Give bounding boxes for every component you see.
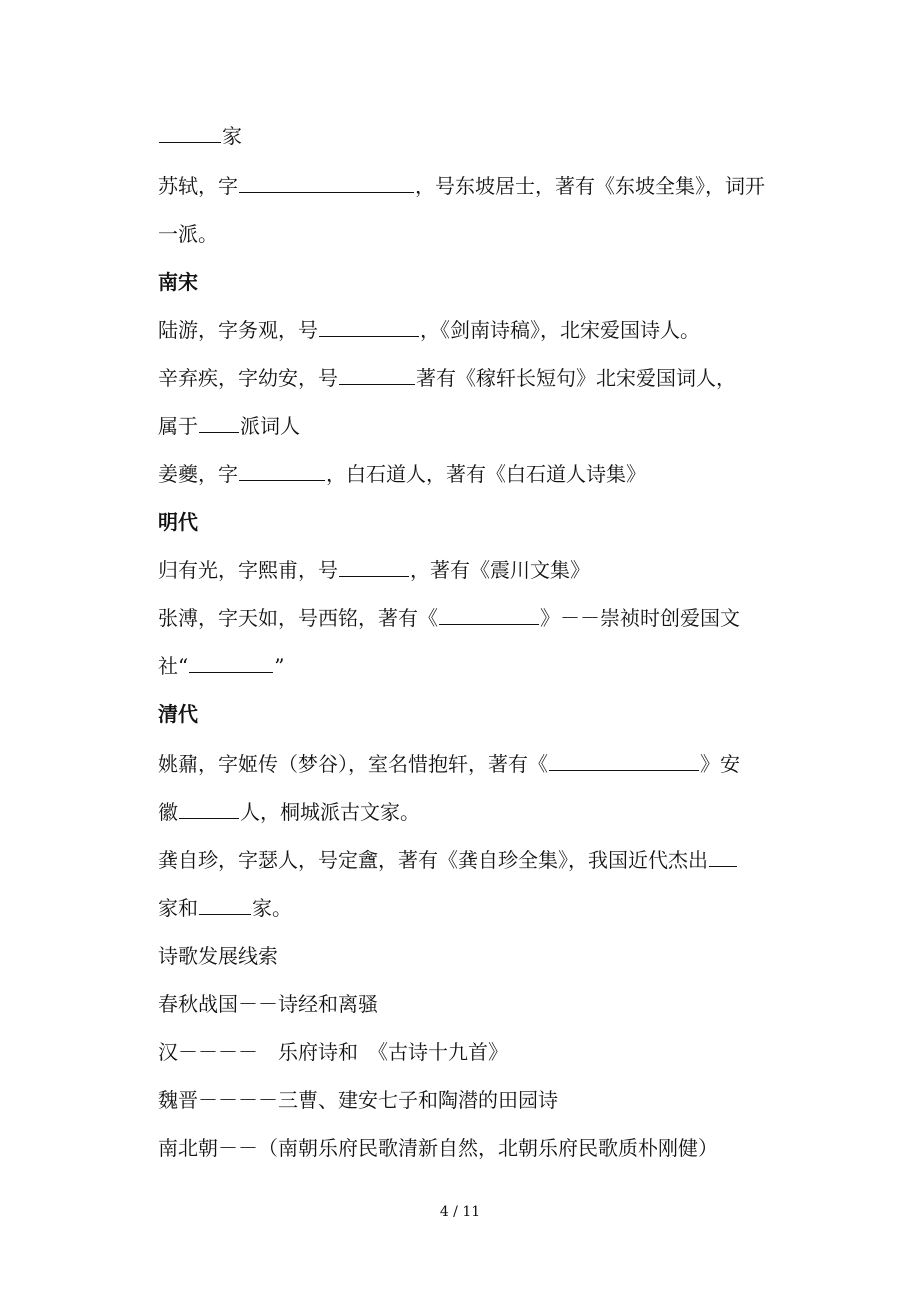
text-line-yao-nai: 姚鼐，字姬传（梦谷），室名惜抱轩，著有《 》安 [158, 752, 740, 776]
section-heading-mingdai: 明代 [158, 510, 198, 534]
text-line-gui-youguang: 归有光，字熙甫，号 ，著有《震川文集》 [158, 558, 590, 582]
text-line: 属于 派词人 [158, 414, 300, 438]
fill-blank [549, 750, 699, 771]
text-line: 徽 人，桐城派古文家。 [158, 800, 420, 824]
text-line: 魏晋－－－－三曹、建安七子和陶潜的田园诗 [158, 1088, 558, 1112]
text-line: 家和 家。 [158, 896, 292, 920]
text-line-xin-qiji: 辛弃疾，字幼安，号 著有《稼轩长短句》北宋爱国词人， [158, 366, 736, 390]
fill-blank [199, 412, 239, 433]
text-line: 春秋战国－－诗经和离骚 [158, 992, 378, 1016]
text-line: 汉－－－－ 乐府诗和 《古诗十九首》 [158, 1040, 508, 1064]
fill-blank [339, 556, 409, 577]
section-heading-nansong: 南宋 [158, 270, 198, 294]
text-line-jiang-kui: 姜夔，字 ，白石道人，著有《白石道人诗集》 [158, 462, 646, 486]
fill-blank [189, 652, 273, 673]
fill-blank [339, 364, 415, 385]
fill-blank [239, 172, 414, 193]
fill-blank [439, 604, 539, 625]
fill-blank [709, 846, 737, 867]
text-line-zhang-pu: 张溥，字天如，号西铭，著有《 》－－崇祯时创爱国文 [158, 606, 740, 630]
section-heading-qingdai: 清代 [158, 702, 198, 726]
fill-blank [319, 316, 419, 337]
text-line-poetry-title: 诗歌发展线索 [158, 944, 278, 968]
text-line-lu-you: 陆游，字务观，号 ，《剑南诗稿》，北宋爱国诗人。 [158, 318, 700, 342]
fill-blank [159, 122, 221, 143]
text-line: 家 [158, 122, 790, 150]
text-line: 南北朝－－（南朝乐府民歌清新自然，北朝乐府民歌质朴刚健） [158, 1136, 718, 1160]
fill-blank [239, 460, 325, 481]
fill-blank [179, 798, 239, 819]
text-line: 一派。 [158, 222, 218, 246]
page-number: 4 / 11 [439, 1204, 481, 1220]
text-line-su-shi: 苏轼，字 ，号东坡居士，著有《东坡全集》，词开 [158, 174, 765, 198]
text-line-gong-zizhen: 龚自珍，字瑟人，号定盦，著有《龚自珍全集》，我国近代杰出 [158, 846, 790, 874]
fill-blank [199, 894, 251, 915]
text-line: 社“ ” [158, 654, 285, 678]
